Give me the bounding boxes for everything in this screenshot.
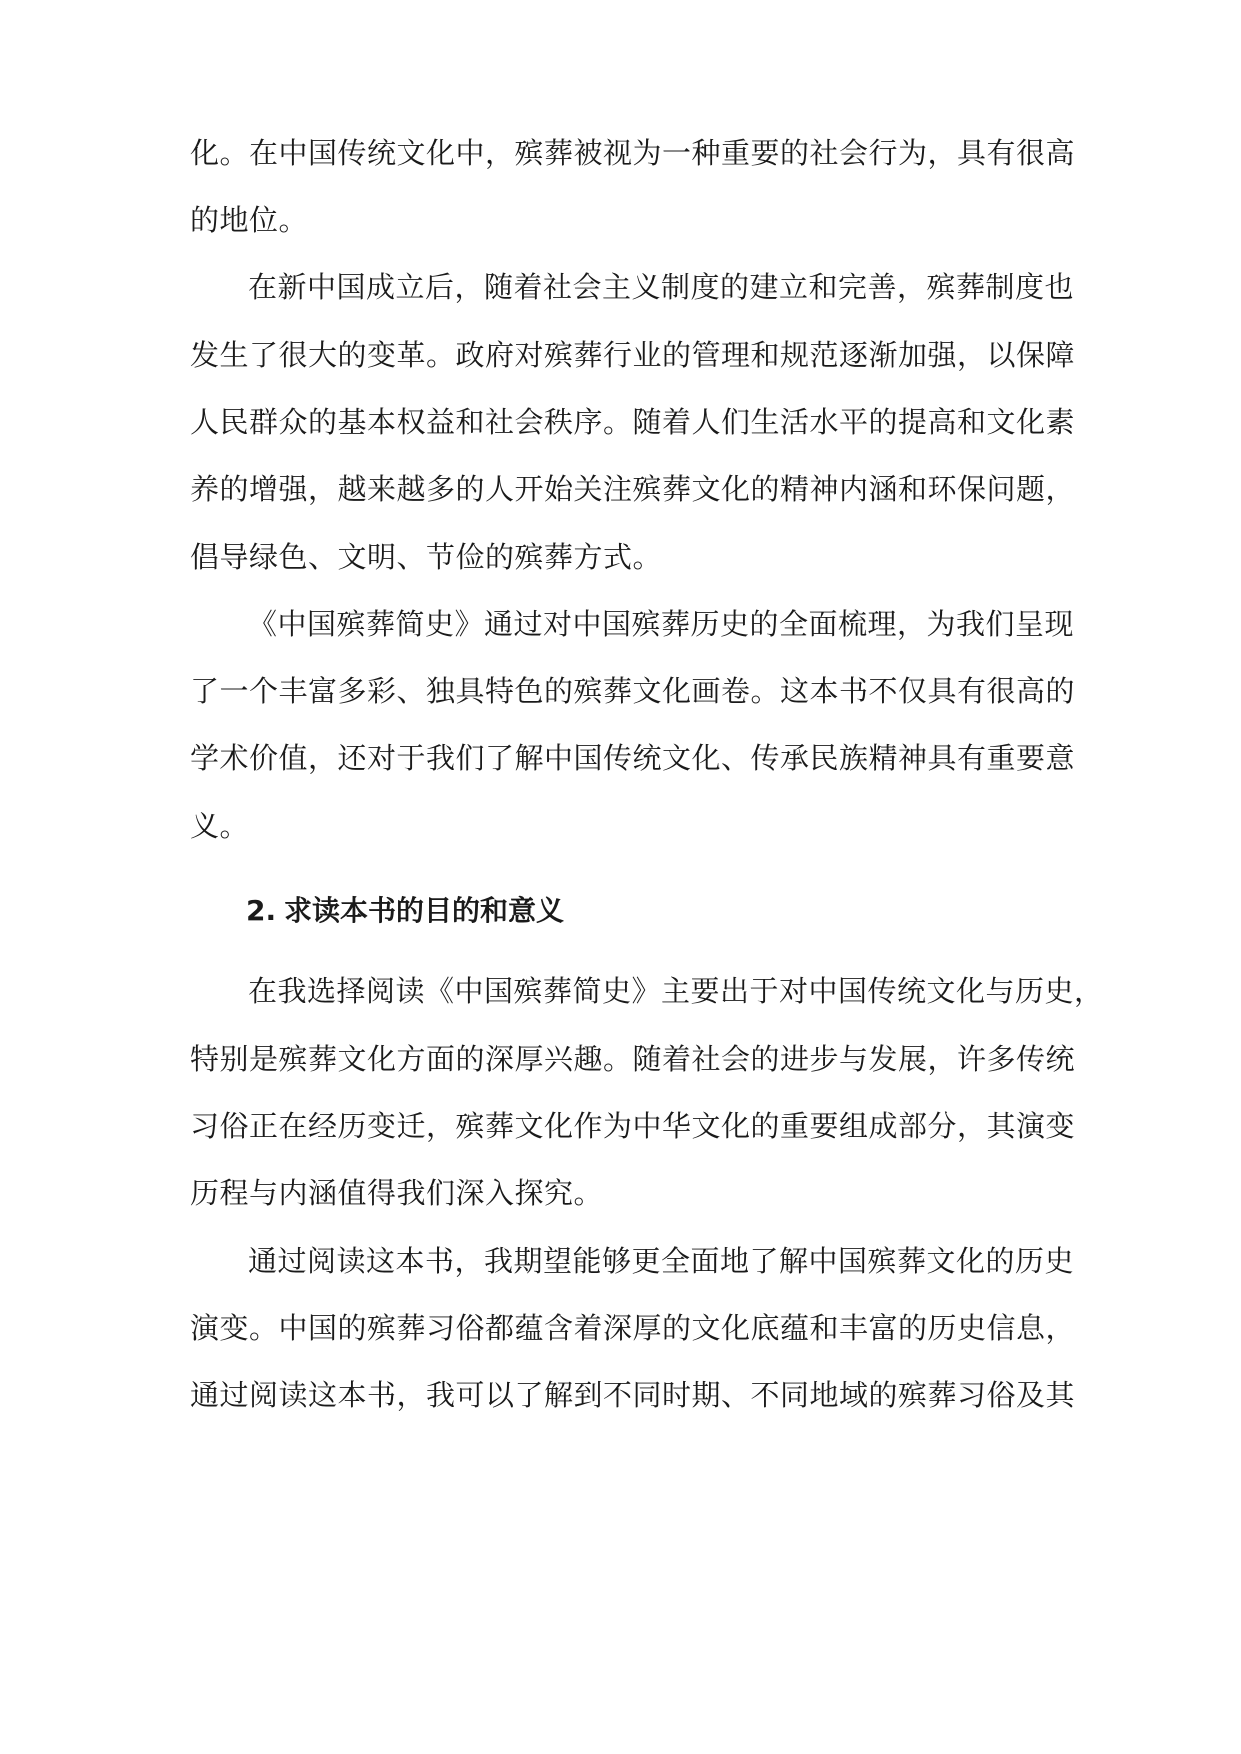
section-number: 2. [246,894,277,927]
paragraph-1-line-2: 的地位。 [190,203,309,237]
section-heading [246,894,564,928]
section-paragraph-2-line-1: 通过阅读这本书，我期望能够更全面地了解中国殡葬文化的历史 [248,1244,1075,1278]
section-paragraph-1-line-3: 习俗正在经历变迁，殡葬文化作为中华文化的重要组成部分，其演变 [190,1109,1076,1143]
paragraph-1-line-1: 化。在中国传统文化中，殡葬被视为一种重要的社会行为，具有很高 [190,136,1076,170]
section-paragraph-1-line-1: 在我选择阅读《中国殡葬简史》主要出于对中国传统文化与历史， [248,974,1104,1008]
paragraph-2-line-2: 发生了很大的变革。政府对殡葬行业的管理和规范逐渐加强，以保障 [190,338,1076,372]
paragraph-2-line-3: 人民群众的基本权益和社会秩序。随着人们生活水平的提高和文化素 [190,405,1076,439]
paragraph-3-line-3: 学术价值，还对于我们了解中国传统文化、传承民族精神具有重要意 [190,741,1076,775]
section-paragraph-1-line-4: 历程与内涵值得我们深入探究。 [190,1176,604,1210]
paragraph-3-line-1: 《中国殡葬简史》通过对中国殡葬历史的全面梳理，为我们呈现 [248,607,1075,641]
section-paragraph-2-line-3: 通过阅读这本书，我可以了解到不同时期、不同地域的殡葬习俗及其 [190,1378,1076,1412]
paragraph-2-line-4: 养的增强，越来越多的人开始关注殡葬文化的精神内涵和环保问题， [190,472,1076,506]
section-paragraph-1-line-2: 特别是殡葬文化方面的深厚兴趣。随着社会的进步与发展，许多传统 [190,1042,1076,1076]
paragraph-2-line-1: 在新中国成立后，随着社会主义制度的建立和完善，殡葬制度也 [248,270,1075,304]
paragraph-3-line-4: 义。 [190,809,250,843]
section-title: 求读本书的目的和意义 [284,894,565,927]
paragraph-3-line-2: 了一个丰富多彩、独具特色的殡葬文化画卷。这本书不仅具有很高的 [190,674,1076,708]
section-paragraph-2-line-2: 演变。中国的殡葬习俗都蕴含着深厚的文化底蕴和丰富的历史信息， [190,1311,1076,1345]
paragraph-2-line-5: 倡导绿色、文明、节俭的殡葬方式。 [190,540,663,574]
